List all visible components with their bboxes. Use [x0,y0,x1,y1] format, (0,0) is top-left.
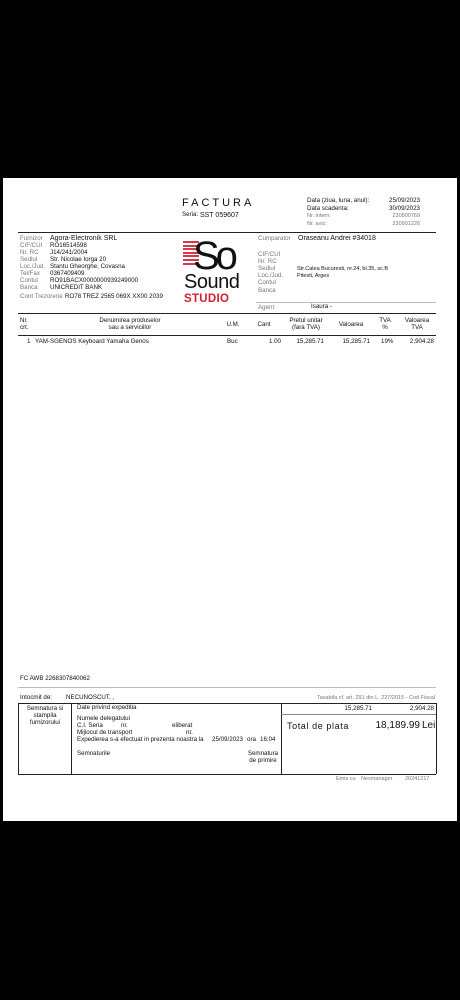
buyer-name: Oraseanu Andrei #34018 [298,235,376,242]
supplier-label-6: Contul [20,277,38,284]
col-name-1: Denumirea produselor [99,317,161,324]
footer-divider-1 [71,703,72,774]
col-vat-2: % [382,324,388,331]
issued-label: Intocmit de: [20,694,52,701]
col-value: Valoarea [338,321,364,328]
col-nr: Nr. [20,317,28,324]
buyer-label: Cumparator [258,235,291,242]
buyer-label-5: Banca [258,287,276,294]
subtotal-divider [281,714,436,715]
col-price-1: Pretul unitar [289,317,323,324]
col-price-2: (fara TVA) [292,324,320,331]
ora-label: ora [247,736,256,743]
supplier-label-4: Loc./Jud. [20,263,46,270]
awb-number: FC AWB 2268307840062 [20,675,90,682]
notice-value: 230901226 [392,221,420,227]
row-name: YAM-SGENOS Keyboard Yamaha Genos [35,338,149,345]
invoice-title: FACTURA [182,197,255,209]
table-top-line [18,313,436,314]
treasury-label: Cont Trezorerie [20,293,63,300]
footer-left-edge [18,703,19,774]
subtotal: 15,285.71 [344,705,372,712]
subtotal-vat: 2,904.28 [409,705,434,712]
date-label: Data (ziua, luna, anul): [307,197,370,204]
col-um: U.M. [226,321,240,328]
due-value: 30/09/2023 [389,205,420,212]
stamp-line-2: stampila [33,712,57,719]
due-label: Data scadenta: [307,205,349,212]
shipped-date: 25/09/2023 [212,736,243,743]
supplier-account: RO91BACX0000000939249000 [50,277,139,284]
awb-divider [18,687,436,688]
header-divider [18,232,436,233]
issued-by-label: eliberat [172,722,193,729]
legal-note: Taxabila cf. art. 291 din L. 227/2015 - Cod Fiscal [316,695,435,701]
supplier-name: Agora-Electronik SRL [50,235,118,242]
internal-label: Nr. intern: [307,213,331,219]
supplier-label-2: Nr. RC [20,249,39,256]
row-price: 15,285.71 [296,338,324,345]
footer-right-edge [436,703,437,774]
supplier-label-3: Sediul [20,256,38,263]
col-vatval-1: Valoarea [404,317,430,324]
internal-value: 230900769 [392,213,420,219]
supplier-label-7: Banca [20,284,38,291]
row-vat: 19% [381,338,394,345]
buyer-label-3: Loc./Jud. [258,272,284,279]
buyer-label-1: Nr. RC [258,258,277,265]
agent-value: Isaura - [311,303,332,310]
supplier-cif: RO16514598 [50,242,87,249]
receipt-line-1: Semnatura [247,750,279,757]
total-label: Total de plata [287,721,349,731]
supplier-label-5: Tel/Fax [20,270,40,277]
agent-label: Agent [258,304,275,311]
supplier-phone: 0367409409 [50,270,85,277]
ci-label: C.I. Seria [77,722,103,729]
col-crt: crt. [20,324,29,331]
ci-nr-label: nr. [121,722,128,729]
col-vatval-2: TVA [411,324,423,331]
col-vat-1: TVA [379,317,391,324]
logo-studio: STUDIO [184,293,230,305]
date-value: 25/09/2023 [389,197,420,204]
logo-sound: Sound [184,271,240,293]
supplier-label-0: Furnizor [20,235,43,242]
logo-so: So [193,234,234,278]
shipped-label: Expedierea s-a efectuat in prezenta noastra la [77,736,204,743]
row-um: Buc [227,338,238,345]
row-qty: 1.00 [268,338,281,345]
row-vat-value: 2,904.28 [409,338,434,345]
buyer-city: Pitesti, Arges [297,273,330,279]
shipped-time: 16:04 [260,736,276,743]
transport-nr-label: nr. [186,729,193,736]
credit-text-3: 20241217 [405,776,430,782]
series-value: SST 059607 [200,212,239,219]
buyer-address: Str.Calea Bucuresti, nr.24, bl.35, sc.B [297,266,389,272]
total-currency: Lei [422,720,436,731]
stamp-line-3: furnizorului [29,719,61,726]
agent-divider [256,302,436,303]
notice-label: Nr. aviz: [307,221,327,227]
series-label: Seria: [182,211,199,218]
supplier-address: Str. Nicolae Iorga 20 [50,256,107,263]
stamp-line-1: Semnatura si [26,705,64,712]
credit-text-1: Emis cu [336,776,356,782]
col-name-2: sau a serviciilor [108,324,152,331]
supplier-city: Stantu Gheorghe, Covasna [50,263,125,270]
delegate-label: Numele delegatului [77,715,130,722]
signatures-label: Semnaturile [77,750,111,757]
transport-label: Mijlocul de transport [77,729,133,736]
total-value: 18,189.99 [375,720,420,731]
supplier-label-1: CIF/CUI [20,242,43,249]
supplier-rc: J14/241/2004 [50,249,88,256]
col-qty: Cant [257,321,271,328]
credit-text-2: Nexmanager [361,776,393,782]
row-nr: 1 [27,338,31,345]
table-header-line [18,335,436,336]
shipping-title: Date privind expeditia [77,704,137,711]
issued-value: NECUNOSCUT, , [66,694,115,701]
buyer-label-4: Contul [258,279,276,286]
buyer-label-2: Sediul [258,265,276,272]
footer-bottom-line [18,774,436,775]
row-value: 15,285.71 [342,338,370,345]
receipt-line-2: de primire [249,757,277,764]
treasury-value: RO78 TREZ 2565 069X XX00 2039 [65,293,163,300]
buyer-label-0: CIF/CUI [258,251,281,258]
supplier-bank: UNICREDIT BANK [50,284,103,291]
